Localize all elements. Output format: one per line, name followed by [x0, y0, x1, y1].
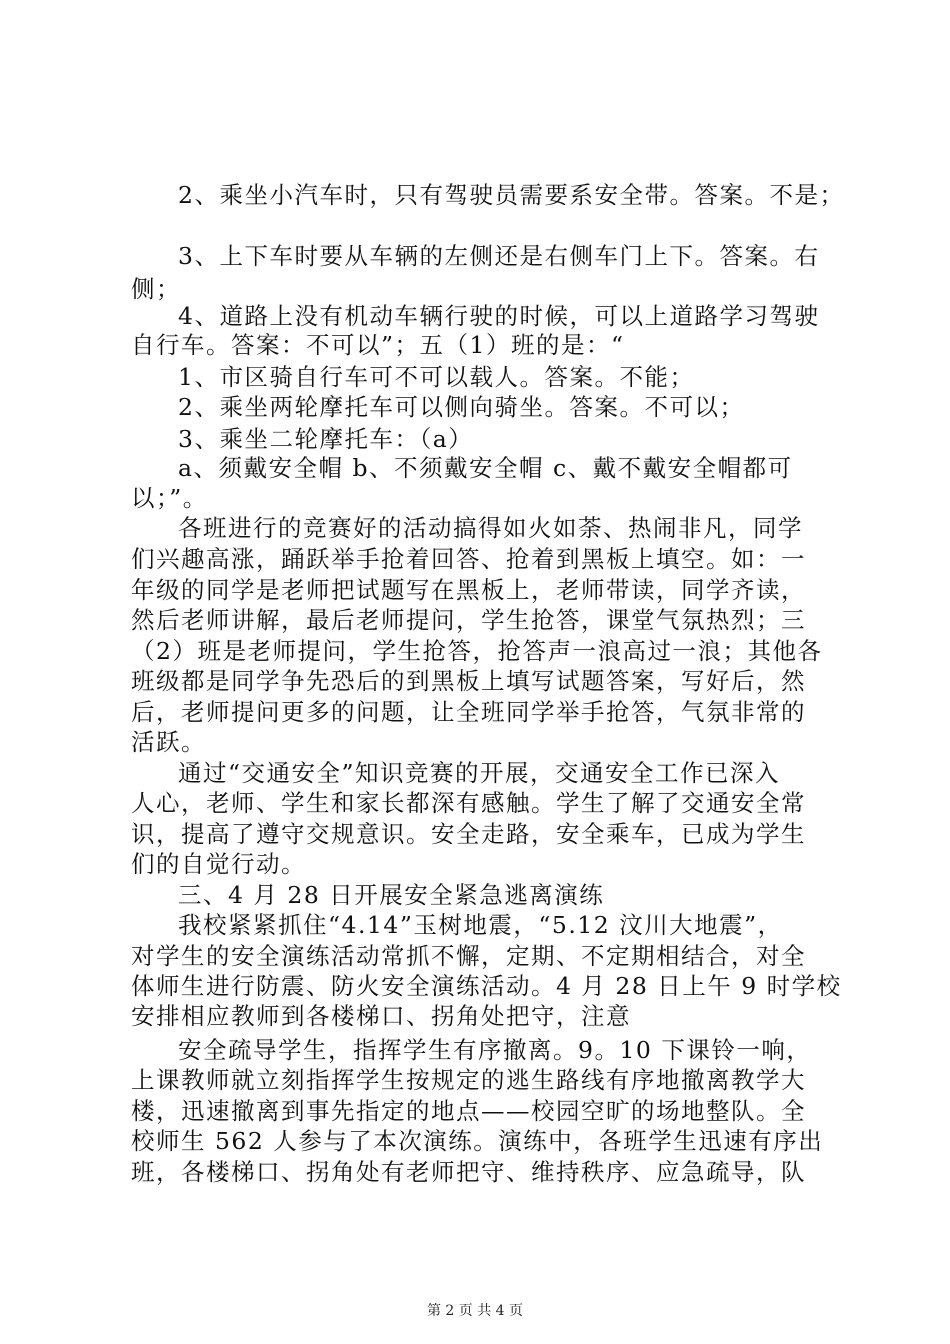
text-line: 安全疏导学生，指挥学生有序撤离。9。10 下课铃一响， — [178, 1036, 812, 1064]
text-line: 1、市区骑自行车可不可以载人。答案。不能； — [178, 363, 695, 391]
text-line: 以；”。 — [131, 484, 208, 512]
text-line: 校师生 562 人参与了本次演练。演练中，各班学生迅速有序出 — [131, 1127, 824, 1155]
page-number-footer: 第 2 页 共 4 页 — [426, 1303, 524, 1319]
text-line: 上课教师就立刻指挥学生按规定的逃生路线有序地撤离教学大 — [131, 1066, 806, 1094]
text-line: 各班进行的竞赛好的活动搞得如火如荼、热闹非凡，同学 — [178, 514, 803, 542]
text-line: 活跃。 — [131, 728, 206, 756]
text-line: 3、乘坐二轮摩托车：（a） — [178, 425, 474, 453]
text-line: （2）班是老师提问，学生抢答，抢答声一浪高过一浪；其他各 — [131, 637, 823, 665]
text-line: 3、上下车时要从车辆的左侧还是右侧车门上下。答案。右 — [178, 242, 820, 270]
text-line: 们的自觉行动。 — [131, 850, 306, 878]
text-line: 2、乘坐小汽车时，只有驾驶员需要系安全带。答案。不是； — [178, 181, 845, 209]
text-line: 通过“交通安全”知识竞赛的开展，交通安全工作已深入 — [178, 759, 781, 787]
text-line: 们兴趣高涨，踊跃举手抢着回答、抢着到黑板上填空。如：一 — [131, 545, 806, 573]
text-line: 自行车。答案：不可以”；五（1）班的是：“ — [131, 331, 625, 359]
text-line: 班，各楼梯口、拐角处有老师把守、维持秩序、应急疏导，队 — [131, 1158, 806, 1186]
text-line: 侧； — [131, 275, 181, 303]
text-line: 2、乘坐两轮摩托车可以侧向骑坐。答案。不可以； — [178, 393, 745, 421]
text-line: 班级都是同学争先恐后的到黑板上填写试题答案，写好后，然 — [131, 667, 806, 695]
text-line: 楼，迅速撤离到事先指定的地点——校园空旷的场地整队。全 — [131, 1097, 806, 1125]
text-line: 安排相应教师到各楼梯口、拐角处把守，注意 — [131, 1002, 631, 1030]
text-line: 后，老师提问更多的问题，让全班同学举手抢答，气氛非常的 — [131, 698, 806, 726]
text-line: 4、道路上没有机动车辆行驶的时候，可以上道路学习驾驶 — [178, 302, 820, 330]
section-heading: 三、4 月 28 日开展安全紧急逃离演练 — [178, 881, 605, 909]
text-line: a、须戴安全帽 b、不须戴安全帽 c、戴不戴安全帽都可 — [178, 454, 793, 482]
text-line: 体师生进行防震、防火安全演练活动。4 月 28 日上午 9 时学校 — [131, 972, 842, 1000]
text-line: 识，提高了遵守交规意识。安全走路，安全乘车，已成为学生 — [131, 820, 806, 848]
text-line: 人心，老师、学生和家长都深有感触。学生了解了交通安全常 — [131, 789, 806, 817]
text-line: 年级的同学是老师把试题写在黑板上，老师带读，同学齐读， — [131, 576, 806, 604]
text-line: 我校紧紧抓住“4.14”玉树地震，“5.12 汶川大地震”， — [178, 911, 783, 939]
text-line: 然后老师讲解，最后老师提问，学生抢答，课堂气氛热烈；三 — [131, 606, 806, 634]
text-line: 对学生的安全演练活动常抓不懈，定期、不定期相结合，对全 — [131, 942, 806, 970]
